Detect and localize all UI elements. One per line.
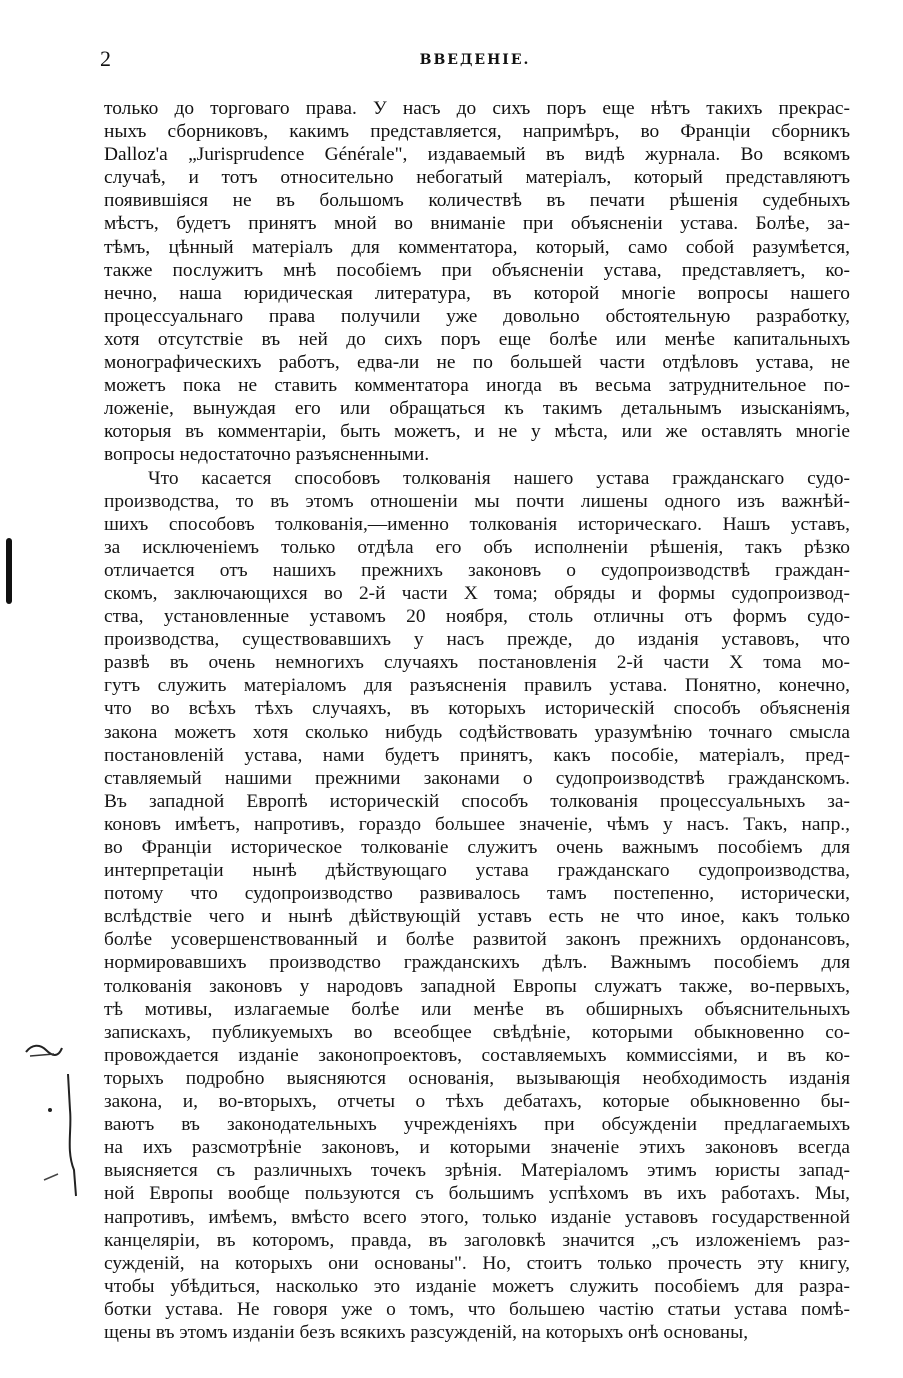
text-line: напротивъ, имѣемъ, вмѣсто всего этого, только изданіе уставовъ государственной	[104, 1206, 850, 1228]
text-line: также послужитъ мнѣ пособіемъ при объясненіи устава, представляетъ, ко-	[104, 259, 850, 281]
text-line: ныхъ сборниковъ, какимъ представляется, напримѣръ, во Франціи сборникъ	[104, 121, 850, 143]
text-line: шихъ способовъ толкованія,—именно толкованія историческаго. Нашъ уставъ,	[104, 513, 850, 535]
text-line: торыхъ подробно выясняются основанія, вызывающія необходимость изданія	[104, 1067, 850, 1089]
text-line: ложеніе, вынуждая его или обращаться къ такимъ детальнымъ изысканіямъ,	[104, 398, 850, 420]
text-line: только до торговаго права. У насъ до сихъ поръ еще нѣтъ такихъ прекрас-	[104, 98, 850, 119]
text-line: постановленій устава, нами будетъ принятъ, какъ пособіе, матеріалъ, пред-	[104, 744, 850, 766]
page-header	[100, 46, 850, 76]
text-line: хотя отсутствіе въ ней до сихъ поръ еще болѣе или менѣе капитальныхъ	[104, 328, 850, 350]
text-line: на ихъ разсмотрѣніе законовъ, и которыми значеніе этихъ законовъ всегда	[104, 1137, 850, 1159]
margin-ink-smudge	[24, 1040, 64, 1064]
text-line: гутъ служить матеріаломъ для разъясненія правилъ устава. Понятно, конечно,	[104, 675, 850, 697]
text-line: ставляемый нашими прежними законами о судопроизводствѣ гражданскомъ.	[104, 767, 850, 789]
text-line: тѣмъ, цѣнный матеріалъ для комментатора, который, само собой разумѣется,	[104, 236, 850, 258]
text-line: потому что судопроизводство развивалось тамъ постепенно, исторически,	[104, 883, 850, 905]
page-number: 2	[100, 46, 111, 71]
paragraph	[104, 467, 850, 1345]
text-line: которыя въ комментаріи, быть можетъ, и не у мѣста, или же оставлять многіе	[104, 421, 850, 443]
text-line: закона, и, во-вторыхъ, отчеты о тѣхъ дебатахъ, которые обыкновенно бы-	[104, 1091, 850, 1113]
text-line: тѣ мотивы, излагаемые болѣе или менѣе въ обширныхъ объяснительныхъ	[104, 998, 850, 1020]
text-line: запискахъ, публикуемыхъ во всеобщее свѣдѣніе, которыми обыкновенно со-	[104, 1021, 850, 1043]
text-line: производства, существовавшихъ у насъ прежде, до изданія уставовъ, что	[104, 629, 850, 651]
text-line: мѣстъ, будетъ принятъ мной во вниманіе при объясненіи устава. Болѣе, за-	[104, 213, 850, 235]
margin-pencil-marks	[40, 1070, 90, 1200]
text-line: коновъ имѣетъ, напротивъ, гораздо большее значеніе, чѣмъ у насъ. Такъ, напр.,	[104, 813, 850, 835]
text-line: вопросы недостаточно разъясненными.	[104, 444, 430, 466]
text-line: интерпретаціи нынѣ дѣйствующаго устава гражданскаго судопроизводства,	[104, 860, 850, 882]
text-line: Что касается способовъ толкованія нашего устава гражданскаго судо-	[148, 467, 850, 489]
text-line: производства, то въ этомъ отношеніи мы почти лишены одного изъ важнѣй-	[104, 490, 850, 512]
text-line: что во всѣхъ тѣхъ случаяхъ, въ которыхъ историческій способъ объясненія	[104, 698, 850, 720]
text-line: провождается изданіе законопроектовъ, составляемыхъ коммиссіями, и въ ко-	[104, 1044, 850, 1066]
text-line: случаѣ, и тотъ относительно небогатый матеріалъ, который представляютъ	[104, 167, 850, 189]
text-line: ваютъ въ законодательныхъ учрежденіяхъ при обсужденіи предлагаемыхъ	[104, 1114, 850, 1136]
text-line: сужденій, на которыхъ они основаны". Но, стоитъ только прочесть эту книгу,	[104, 1252, 850, 1274]
text-line: ной Европы вообще пользуются съ большимъ успѣхомъ въ ихъ работахъ. Мы,	[104, 1183, 850, 1205]
text-line: скомъ, заключающихся во 2-й части X тома; обряды и формы судопроизвод-	[104, 582, 850, 604]
running-title: ВВЕДЕНІЕ.	[419, 52, 531, 68]
text-line: можетъ пока не ставить комментатора иногда въ весьма затруднительное по-	[104, 375, 850, 397]
text-line: вслѣдствіе чего и нынѣ дѣйствующій уставъ есть не что иное, какъ только	[104, 906, 850, 928]
text-line: развѣ въ очень немногихъ случаяхъ постановленія 2-й части X тома мо-	[104, 652, 850, 674]
text-line: появившіяся не въ большомъ количествѣ въ печати рѣшенія судебныхъ	[104, 190, 850, 212]
text-line: ботки устава. Не говоря уже о томъ, что большею частію статьи устава помѣ-	[104, 1298, 850, 1320]
text-line: отличается отъ нашихъ прежнихъ законовъ о судопроизводствѣ граждан-	[104, 559, 850, 581]
body-text	[104, 97, 850, 1344]
text-line: нормировавшихъ производство гражданскихъ дѣлъ. Важнымъ пособіемъ для	[104, 952, 850, 974]
text-line: выясняется съ различныхъ точекъ зрѣнія. Матеріаломъ этимъ юристы запад-	[104, 1160, 850, 1182]
text-line: во Франціи историческое толкованіе служитъ очень важнымъ пособіемъ для	[104, 837, 850, 858]
text-line: Въ западной Европѣ историческій способъ толкованія процессуальныхъ за-	[104, 790, 850, 812]
text-line: нечно, наша юридическая литература, въ которой многіе вопросы нашего	[104, 282, 850, 304]
text-line: монографическихъ работъ, едва-ли не по большей части отдѣловъ устава, не	[104, 352, 850, 374]
text-line: за исключеніемъ только отдѣла его объ исполненіи рѣшенія, такъ рѣзко	[104, 536, 850, 558]
text-line: щены въ этомъ изданіи безъ всякихъ разсужденій, на которыхъ онѣ основаны,	[104, 1321, 749, 1343]
text-line: Dalloz'a „Jurisprudence Générale", издаваемый въ видѣ журнала. Во всякомъ	[104, 144, 850, 166]
text-line: канцеляріи, въ которомъ, правда, въ заголовкѣ значится „съ изложеніемъ раз-	[104, 1229, 850, 1251]
margin-bar-mark	[6, 538, 12, 604]
text-line: закона можетъ хотя сколько нибудь содѣйствовать уразумѣнію точнаго смысла	[104, 721, 850, 743]
text-line: ства, установленные уставомъ 20 ноября, столь отличны отъ формъ судо-	[104, 606, 850, 628]
text-line: процессуальнаго права получили уже довольно обстоятельную разработку,	[104, 305, 850, 327]
text-line: чтобы убѣдиться, насколько это изданіе можетъ служить пособіемъ для разра-	[104, 1275, 850, 1297]
text-line: болѣе усовершенствованный и болѣе развитой законъ прежнихъ ордонансовъ,	[104, 929, 850, 951]
text-line: толкованія законовъ у народовъ западной Европы служатъ также, во-первыхъ,	[104, 975, 850, 997]
paragraph	[104, 97, 850, 467]
